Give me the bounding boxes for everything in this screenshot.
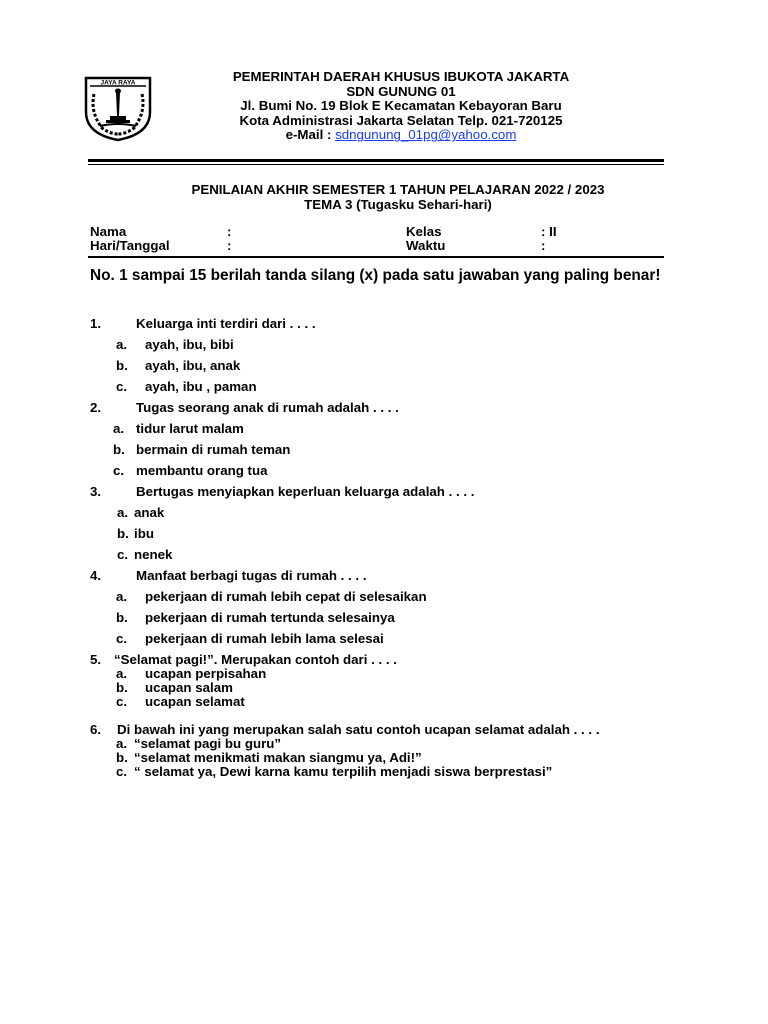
question-4-number: 4. (90, 568, 102, 583)
question-1-option-c-letter: c. (116, 379, 128, 394)
exam-title-block (88, 182, 708, 212)
question-3-option-b: ibu (134, 526, 154, 541)
instruction: No. 1 sampai 15 berilah tanda silang (x) pada satu jawaban yang paling benar! (90, 267, 661, 284)
hari-tanggal-label: Hari/Tanggal (90, 238, 170, 253)
letterhead-city-phone: Kota Administrasi Jakarta Selatan Telp. 021-720125 (239, 112, 563, 128)
question-2-option-c: membantu orang tua (136, 463, 268, 478)
question-1-option-a-letter: a. (116, 337, 128, 352)
question-3-option-c-letter: c. (117, 547, 129, 562)
question-4-option-b: pekerjaan di rumah tertunda selesainya (145, 610, 395, 625)
question-6-option-b-letter: b. (116, 750, 128, 765)
question-6-option-c-letter: c. (116, 764, 128, 779)
nama-colon: : (227, 224, 232, 239)
question-1-option-b: ayah, ibu, anak (145, 358, 241, 373)
waktu-colon: : (541, 238, 546, 253)
question-5-option-a-letter: a. (116, 666, 128, 681)
question-3-option-c: nenek (134, 547, 173, 562)
question-1-number: 1. (90, 316, 102, 331)
question-5-option-c: ucapan selamat (145, 694, 245, 709)
jakarta-emblem-logo (80, 72, 156, 142)
exam-title: PENILAIAN AKHIR SEMESTER 1 TAHUN PELAJARAN 2022 / 2023 (191, 182, 605, 197)
question-2-number: 2. (90, 400, 102, 415)
question-3-option-a: anak (134, 505, 165, 520)
question-2-option-b: bermain di rumah teman (136, 442, 291, 457)
question-5-option-b: ucapan salam (145, 680, 233, 695)
question-3-option-a-letter: a. (117, 505, 129, 520)
exam-theme: TEMA 3 (Tugasku Sehari-hari) (304, 197, 492, 212)
email-link[interactable]: sdngunung_01pg@yahoo.com (335, 127, 517, 143)
question-3-option-b-letter: b. (117, 526, 129, 541)
question-2-option-a-letter: a. (113, 421, 125, 436)
email-label: e-Mail : (285, 127, 336, 143)
kelas-label: Kelas (406, 224, 442, 239)
question-5-option-b-letter: b. (116, 680, 128, 695)
question-6-option-a: “selamat pagi bu guru” (134, 736, 282, 751)
question-3-number: 3. (90, 484, 102, 499)
svg-text:JAYA RAYA: JAYA RAYA (100, 79, 136, 87)
letterhead-divider-thin (88, 164, 664, 165)
question-5-number: 5. (90, 652, 102, 667)
nama-label: Nama (90, 224, 127, 239)
hari-tanggal-colon: : (227, 238, 232, 253)
letterhead-government: PEMERINTAH DAERAH KHUSUS IBUKOTA JAKARTA (232, 69, 570, 84)
question-4-option-c: pekerjaan di rumah lebih lama selesai (145, 631, 384, 646)
question-6-text: Di bawah ini yang merupakan salah satu contoh ucapan selamat adalah . . . . (117, 722, 600, 737)
question-6-option-c: “ selamat ya, Dewi karna kamu terpilih menjadi siswa berprestasi” (134, 764, 553, 779)
question-5-option-c-letter: c. (116, 694, 128, 709)
waktu-label: Waktu (406, 238, 446, 253)
identity-divider (88, 256, 664, 258)
letterhead-address: Jl. Bumi No. 19 Blok E Kecamatan Kebayoran Baru (240, 98, 562, 114)
letterhead-email-row (160, 128, 642, 143)
question-6-number: 6. (90, 722, 102, 737)
kelas-value: : II (541, 224, 557, 239)
question-4-option-a: pekerjaan di rumah lebih cepat di selesaikan (145, 589, 427, 604)
letterhead-divider (88, 159, 664, 162)
question-2-option-a: tidur larut malam (136, 421, 244, 436)
question-4-option-b-letter: b. (116, 610, 128, 625)
question-1-option-a: ayah, ibu, bibi (145, 337, 234, 352)
question-6-option-b: “selamat menikmati makan siangmu ya, Adi!” (134, 750, 422, 765)
question-4-option-c-letter: c. (116, 631, 128, 646)
question-2-option-b-letter: b. (113, 442, 125, 457)
question-4-text: Manfaat berbagi tugas di rumah . . . . (136, 568, 367, 583)
question-1-option-b-letter: b. (116, 358, 128, 373)
question-3-text: Bertugas menyiapkan keperluan keluarga adalah . . . . (136, 484, 475, 499)
question-1-option-c: ayah, ibu , paman (145, 379, 257, 394)
question-6-option-a-letter: a. (116, 736, 128, 751)
question-5-text: “Selamat pagi!”. Merupakan contoh dari . . . . (114, 652, 397, 667)
question-2-option-c-letter: c. (113, 463, 125, 478)
question-5-option-a: ucapan perpisahan (145, 666, 267, 681)
letterhead-school-name: SDN GUNUNG 01 (346, 83, 456, 99)
question-1-text: Keluarga inti terdiri dari . . . . (136, 316, 316, 331)
question-4-option-a-letter: a. (116, 589, 128, 604)
question-2-text: Tugas seorang anak di rumah adalah . . . . (136, 400, 399, 415)
letterhead (160, 70, 642, 143)
